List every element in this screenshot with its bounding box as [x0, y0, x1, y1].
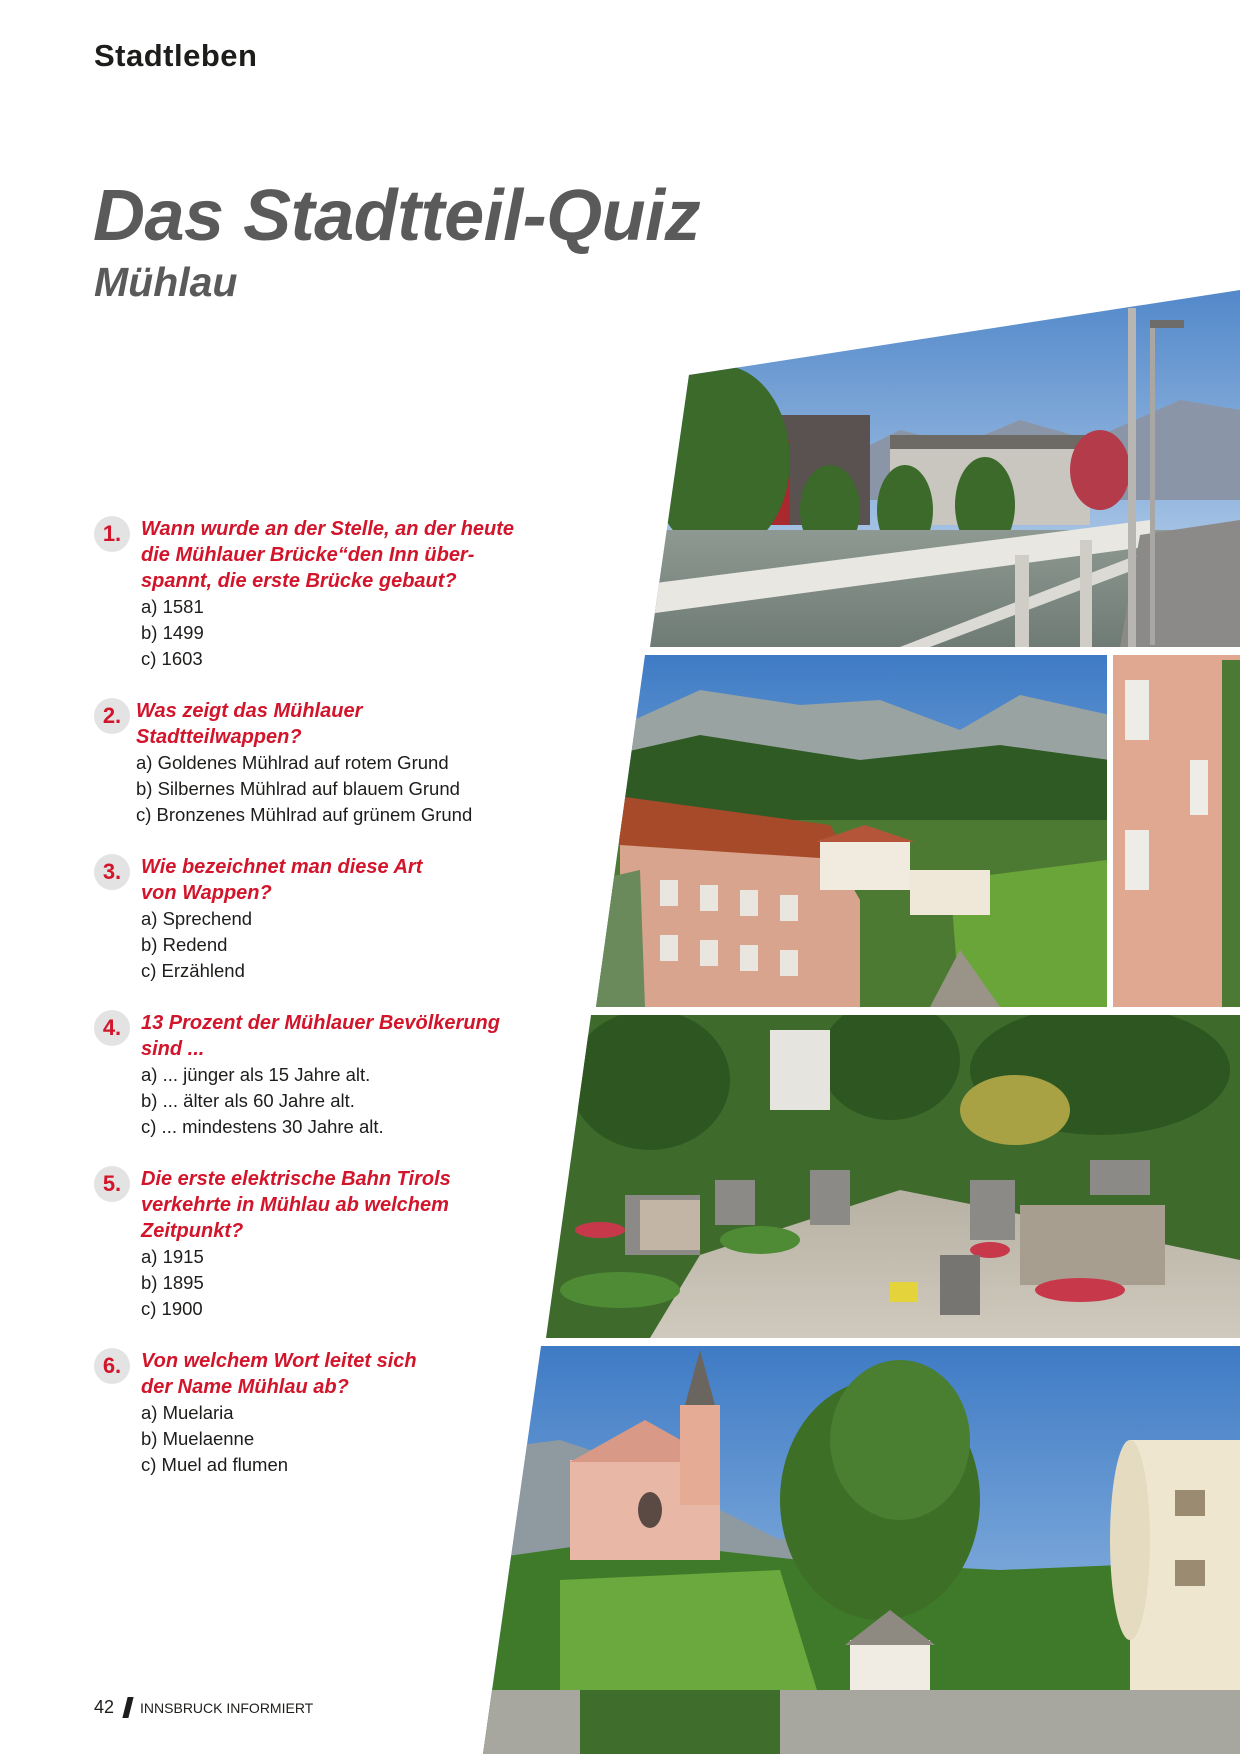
question-text: Von welchem Wort leitet sich der Name Mühlau ab? — [141, 1350, 417, 1398]
question-text: 13 Prozent der Mühlauer Bevölkerung sind ... — [141, 1012, 500, 1060]
question-4 — [94, 1010, 500, 1140]
photo-cemetery — [540, 1000, 1240, 1340]
answer-option: c) Muel ad flumen — [141, 1454, 289, 1475]
section-label: Stadtleben — [94, 38, 258, 73]
answer-option: c) 1900 — [141, 1298, 203, 1319]
question-number: 4. — [94, 1010, 130, 1046]
answer-option: b) Silbernes Mühlrad auf blauem Grund — [136, 778, 460, 799]
question-6 — [94, 1348, 417, 1478]
answer-option: a) 1915 — [141, 1246, 204, 1267]
photo-church — [480, 1340, 1240, 1754]
answer-option: a) 1581 — [141, 596, 204, 617]
page-subtitle: Mühlau — [94, 259, 238, 305]
page-number: 42 — [94, 1697, 115, 1717]
question-1 — [94, 516, 514, 672]
question-number: 6. — [94, 1348, 130, 1384]
question-text: Was zeigt das Mühlauer Stadtteilwappen? — [136, 700, 363, 748]
answer-option: a) Goldenes Mühlrad auf rotem Grund — [136, 752, 449, 773]
answer-option: b) ... älter als 60 Jahre alt. — [141, 1090, 355, 1111]
answer-option: a) Sprechend — [141, 908, 253, 929]
answer-option: a) Muelaria — [141, 1402, 234, 1423]
answer-option: b) Muelaenne — [141, 1428, 255, 1449]
photo-houses — [590, 650, 1110, 1010]
publication-name: INNSBRUCK INFORMIERT — [140, 1699, 314, 1716]
question-3 — [94, 854, 422, 984]
question-5 — [94, 1166, 451, 1322]
photo-bridge — [640, 280, 1240, 650]
answer-option: c) ... mindestens 30 Jahre alt. — [141, 1116, 384, 1137]
photo-facade — [1110, 650, 1240, 1010]
answer-option: a) ... jünger als 15 Jahre alt. — [141, 1064, 371, 1085]
answer-option: c) Bronzenes Mühlrad auf grünem Grund — [136, 804, 473, 825]
answer-option: c) 1603 — [141, 648, 203, 669]
question-text: Wie bezeichnet man diese Art von Wappen? — [141, 856, 423, 904]
question-number: 1. — [94, 516, 130, 552]
answer-option: c) Erzählend — [141, 960, 245, 981]
question-2 — [94, 698, 472, 828]
footer-divider — [122, 1697, 133, 1718]
question-text: Wann wurde an der Stelle, an der heute die Mühlauer Brücke“den Inn über- spannt, die erste Brücke gebaut? — [141, 518, 515, 592]
page-footer — [94, 1697, 313, 1718]
question-number: 2. — [94, 698, 130, 734]
question-number: 3. — [94, 854, 130, 890]
question-number: 5. — [94, 1166, 130, 1202]
question-text: Die erste elektrische Bahn Tirols verkehrte in Mühlau ab welchem Zeitpunkt? — [141, 1168, 451, 1242]
page-title: Das Stadtteil-Quiz — [93, 176, 701, 256]
answer-option: b) 1499 — [141, 622, 204, 643]
answer-option: b) 1895 — [141, 1272, 204, 1293]
answer-option: b) Redend — [141, 934, 228, 955]
